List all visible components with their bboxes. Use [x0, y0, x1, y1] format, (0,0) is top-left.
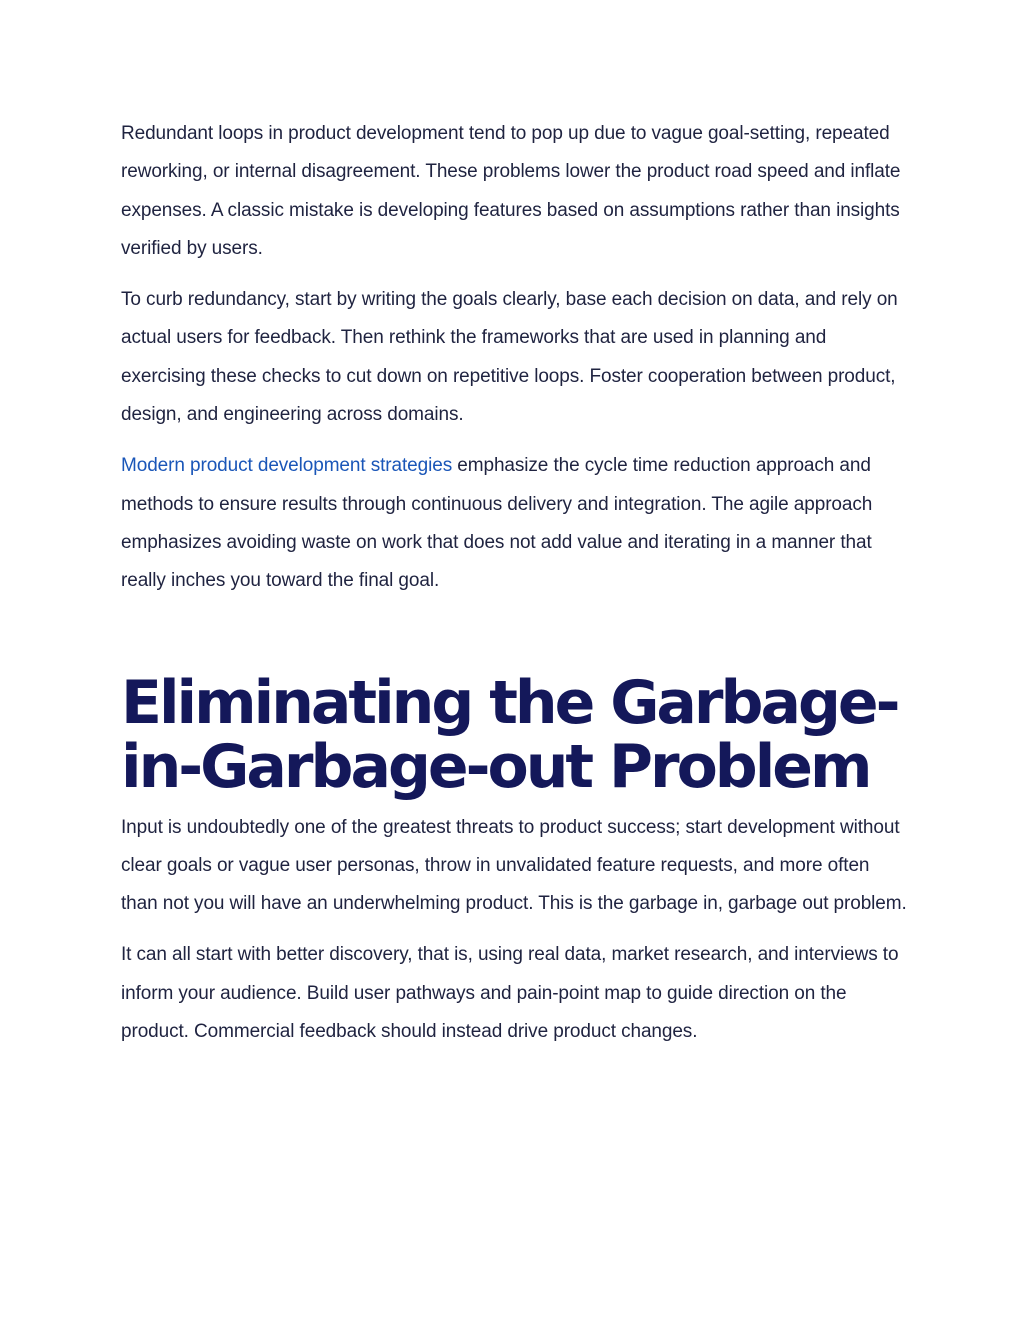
paragraph-modern-strategies [121, 447, 911, 600]
article-body [121, 115, 911, 1064]
paragraph-curb-redundancy: To curb redundancy, start by writing the goals clearly, base each decision on data, and rely on actual users for feedback. Then rethink the frameworks that are used in planning and exercising these checks to cut down on repetitive loops. Foster cooperation between product, design, and engineering across domains. [121, 289, 898, 426]
section-heading: Eliminating the Garbage-in-Garbage-out Problem [121, 667, 898, 802]
modern-strategies-link[interactable]: Modern product development strategies [121, 455, 453, 477]
paragraph-garbage-in: Input is undoubtedly one of the greatest threats to product success; start development without clear goals or vague user personas, throw in unvalidated feature requests, and more often than not you will have an underwhelming product. This is the garbage in, garbage out problem. [121, 816, 907, 915]
paragraph-redundant-loops: Redundant loops in product development tend to pop up due to vague goal-setting, repeated reworking, or internal disagreement. These problems lower the product road speed and inflate expenses. A classic mistake is developing features based on assumptions rather than insights verified by users. [121, 123, 901, 259]
paragraph-better-discovery: It can all start with better discovery, that is, using real data, market research, and interviews to inform your audience. Build user pathways and pain-point map to guide direction on the product. Commercial feedback should instead drive product changes. [121, 944, 899, 1043]
modern-strategies-text: emphasize the cycle time reduction approach and methods to ensure results through continuous delivery and integration. The agile approach emphasizes avoiding waste on work that does not add value and iterating in a manner that really inches you toward the final goal. [121, 455, 873, 592]
